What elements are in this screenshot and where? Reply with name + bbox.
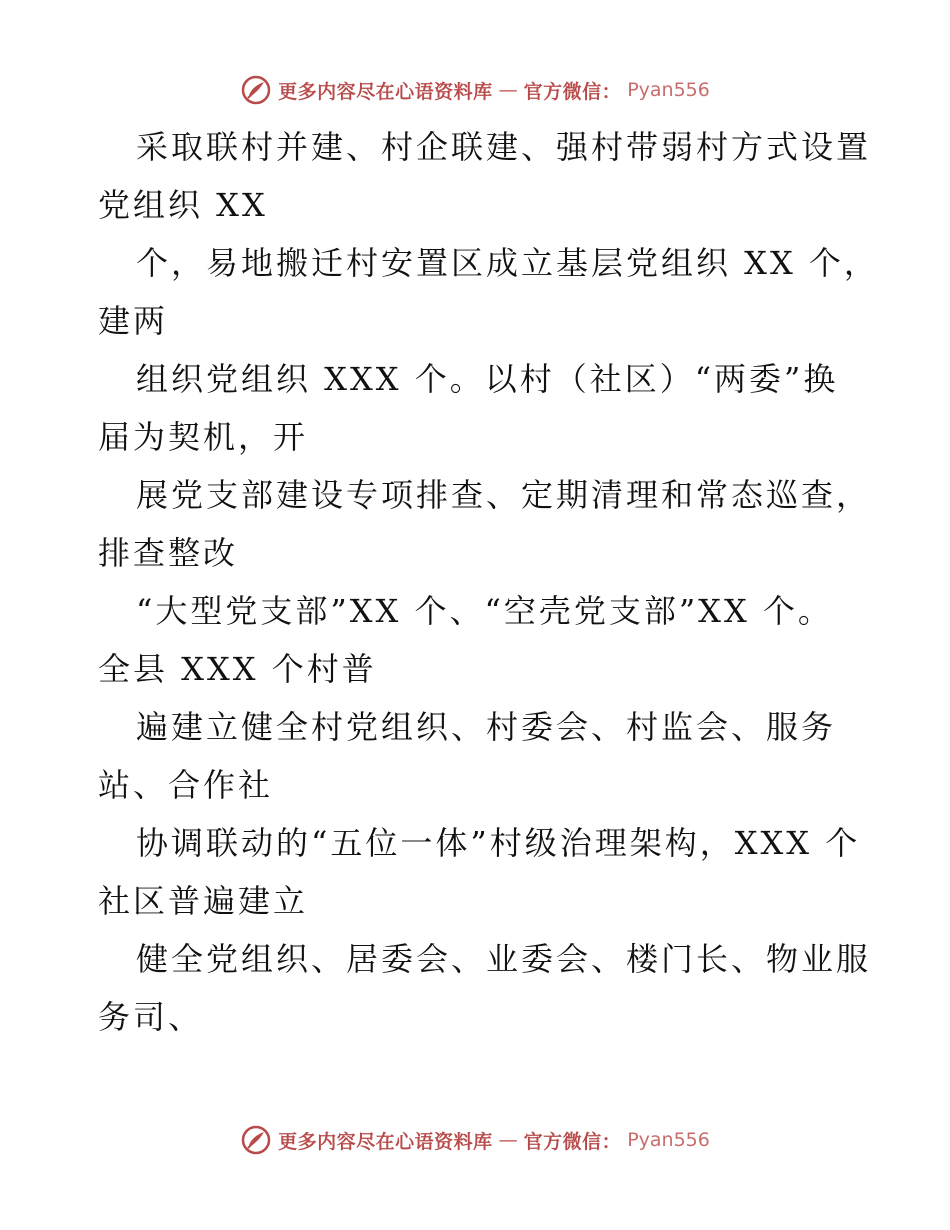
- text-line: 届为契机，开: [98, 418, 309, 456]
- text-line: 站、合作社: [98, 766, 274, 804]
- header-watermark: [0, 70, 950, 110]
- text-line: 社区普遍建立: [98, 882, 309, 920]
- text-line: “大型党支部”XX 个、“空壳党支部”XX 个。: [136, 592, 833, 630]
- footer-watermark: [0, 1120, 950, 1160]
- watermark-dash: —: [498, 79, 518, 101]
- text-line: 党组织 XX: [98, 186, 268, 224]
- watermark-wechat-id: Pyan556: [627, 79, 710, 101]
- watermark-wechat-label: 官方微信：: [523, 80, 622, 103]
- text-line: 遍建立健全村党组织、村委会、村监会、服务: [136, 708, 837, 746]
- text-line: 排查整改: [98, 534, 239, 572]
- text-line: 采取联村并建、村企联建、强村带弱村方式设置: [136, 128, 872, 166]
- watermark-dash: —: [498, 1129, 518, 1151]
- text-line: 个，易地搬迁村安置区成立基层党组织 XX 个，: [136, 244, 879, 282]
- text-line: 务司、: [98, 998, 204, 1036]
- text-line: 全县 XXX 个村普: [98, 650, 377, 688]
- document-body: [98, 118, 879, 1046]
- pen-logo-icon: [240, 74, 272, 106]
- text-line: 建两: [98, 302, 169, 340]
- watermark-wechat-id: Pyan556: [627, 1129, 710, 1151]
- watermark-wechat-label: 官方微信：: [523, 1130, 622, 1153]
- text-line: 组织党组织 XXX 个。以村（社区）“两委”换: [136, 360, 839, 398]
- pen-logo-icon: [240, 1124, 272, 1156]
- text-line: 健全党组织、居委会、业委会、楼门长、物业服: [136, 940, 872, 978]
- watermark-text: 更多内容尽在心语资料库: [278, 1130, 493, 1153]
- watermark-text: 更多内容尽在心语资料库: [278, 80, 493, 103]
- text-line: 展党支部建设专项排查、定期清理和常态巡查，: [136, 476, 872, 514]
- text-line: 协调联动的“五位一体”村级治理架构，XXX 个: [136, 824, 861, 862]
